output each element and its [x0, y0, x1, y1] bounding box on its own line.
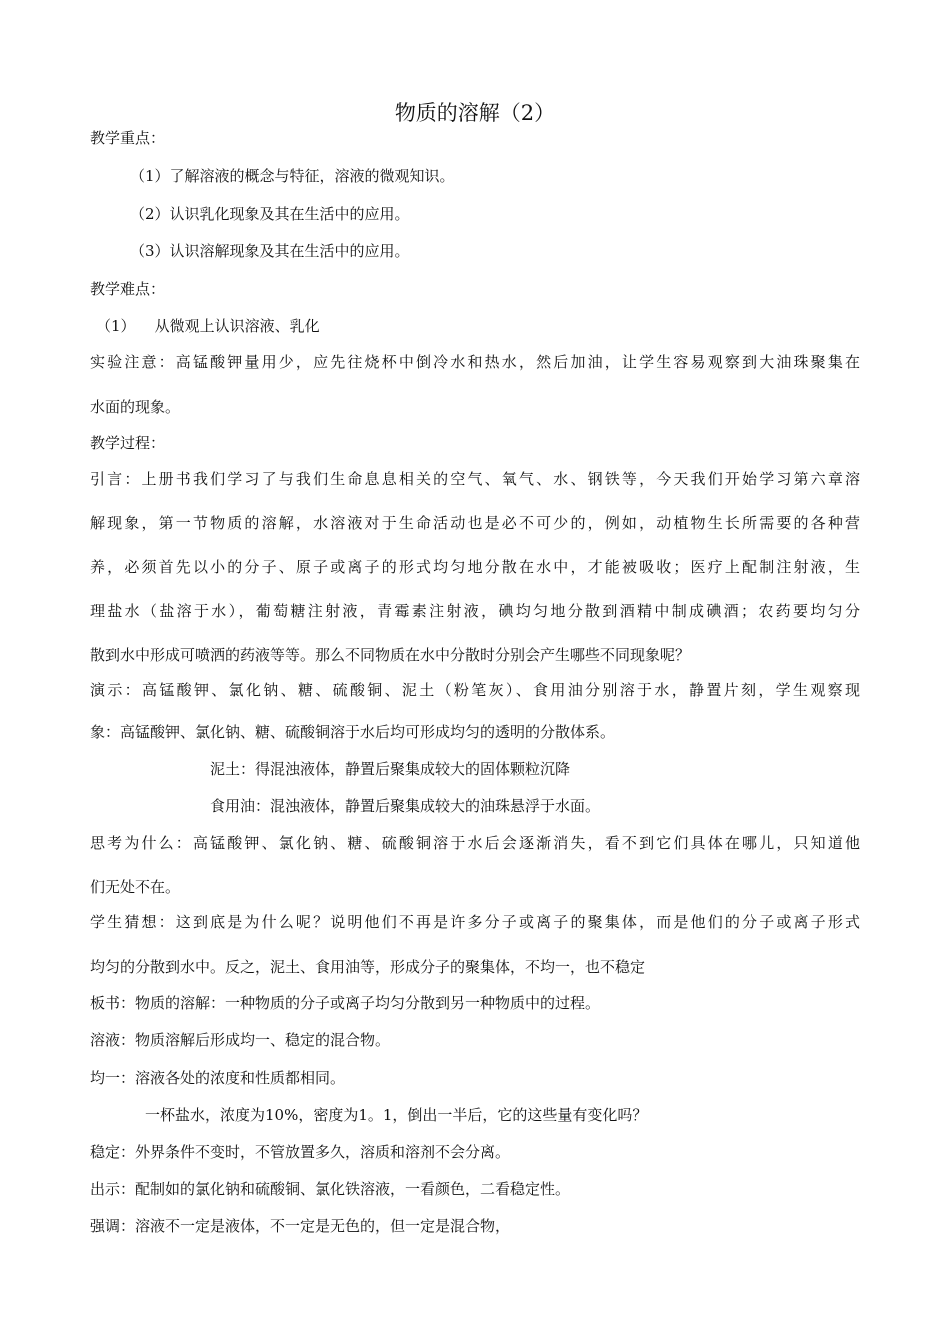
paragraph-line: 出示：配制如的氯化钠和硫酸铜、氯化铁溶液，一看颜色，二看稳定性。: [90, 1180, 571, 1198]
paragraph-line: 均匀的分散到水中。反之，泥土、食用油等，形成分子的聚集体，不均一，也不稳定: [90, 958, 646, 976]
difficulty-1: （1） 从微观上认识溶液、乳化: [96, 317, 320, 335]
heading-key-points: 教学重点：: [90, 129, 166, 147]
paragraph-line: 学生猜想：这到底是为什么呢？说明他们不再是许多分子或离子的聚集体，而是他们的分子或离子形式: [90, 913, 860, 931]
paragraph-line: 溶液：物质溶解后形成均一、稳定的混合物。: [90, 1031, 391, 1049]
paragraph-line: 引言：上册书我们学习了与我们生命息息相关的空气、氧气、水、钢铁等，今天我们开始学习第六章溶: [90, 470, 860, 488]
paragraph-line: 养，必须首先以小的分子、原子或离子的形式均匀地分散在水中，才能被吸收；医疗上配制注射液，生: [90, 558, 860, 576]
key-point-2: （2）认识乳化现象及其在生活中的应用。: [130, 205, 410, 223]
paragraph-line: 散到水中形成可喷洒的药液等等。那么不同物质在水中分散时分别会产生哪些不同现象呢？: [90, 646, 691, 664]
heading-process: 教学过程：: [90, 434, 166, 452]
paragraph-line: 演示：高锰酸钾、氯化钠、糖、硫酸铜、泥土（粉笔灰）、食用油分别溶于水，静置片刻，学生观察现: [90, 681, 860, 699]
paragraph-line: 解现象，第一节物质的溶解，水溶液对于生命活动也是必不可少的，例如，动植物生长所需要的各种营: [90, 514, 860, 532]
paragraph-line: 食用油：混浊液体，静置后聚集成较大的油珠悬浮于水面。: [210, 797, 601, 815]
key-point-3: （3）认识溶解现象及其在生活中的应用。: [130, 242, 410, 260]
paragraph-line: 强调：溶液不一定是液体，不一定是无色的，但一定是混合物，: [90, 1217, 511, 1235]
paragraph-line: 实验注意：高锰酸钾量用少，应先往烧杯中倒冷水和热水，然后加油，让学生容易观察到大油珠聚集在: [90, 353, 860, 371]
key-point-1: （1）了解溶液的概念与特征，溶液的微观知识。: [130, 167, 455, 185]
paragraph-line: 一杯盐水，浓度为10%，密度为1。1，倒出一半后，它的这些量有变化吗？: [145, 1106, 648, 1124]
paragraph-line: 象：高锰酸钾、氯化钠、糖、硫酸铜溶于水后均可形成均匀的透明的分散体系。: [90, 723, 616, 741]
document-title: 物质的溶解（2）: [394, 101, 556, 125]
paragraph-line: 思考为什么：高锰酸钾、氯化钠、糖、硫酸铜溶于水后会逐渐消失，看不到它们具体在哪儿，只知道他: [90, 834, 860, 852]
paragraph-line: 泥土：得混浊液体，静置后聚集成较大的固体颗粒沉降: [210, 760, 571, 778]
paragraph-line: 理盐水（盐溶于水），葡萄糖注射液，青霉素注射液，碘均匀地分散到酒精中制成碘酒；农药要均匀分: [90, 602, 860, 620]
paragraph-line: 们无处不在。: [90, 878, 181, 896]
heading-difficulties: 教学难点：: [90, 280, 166, 298]
paragraph-line: 稳定：外界条件不变时，不管放置多久，溶质和溶剂不会分离。: [90, 1143, 511, 1161]
paragraph-line: 板书：物质的溶解：一种物质的分子或离子均匀分散到另一种物质中的过程。: [90, 994, 601, 1012]
paragraph-line: 水面的现象。: [90, 398, 181, 416]
paragraph-line: 均一：溶液各处的浓度和性质都相同。: [90, 1069, 346, 1087]
